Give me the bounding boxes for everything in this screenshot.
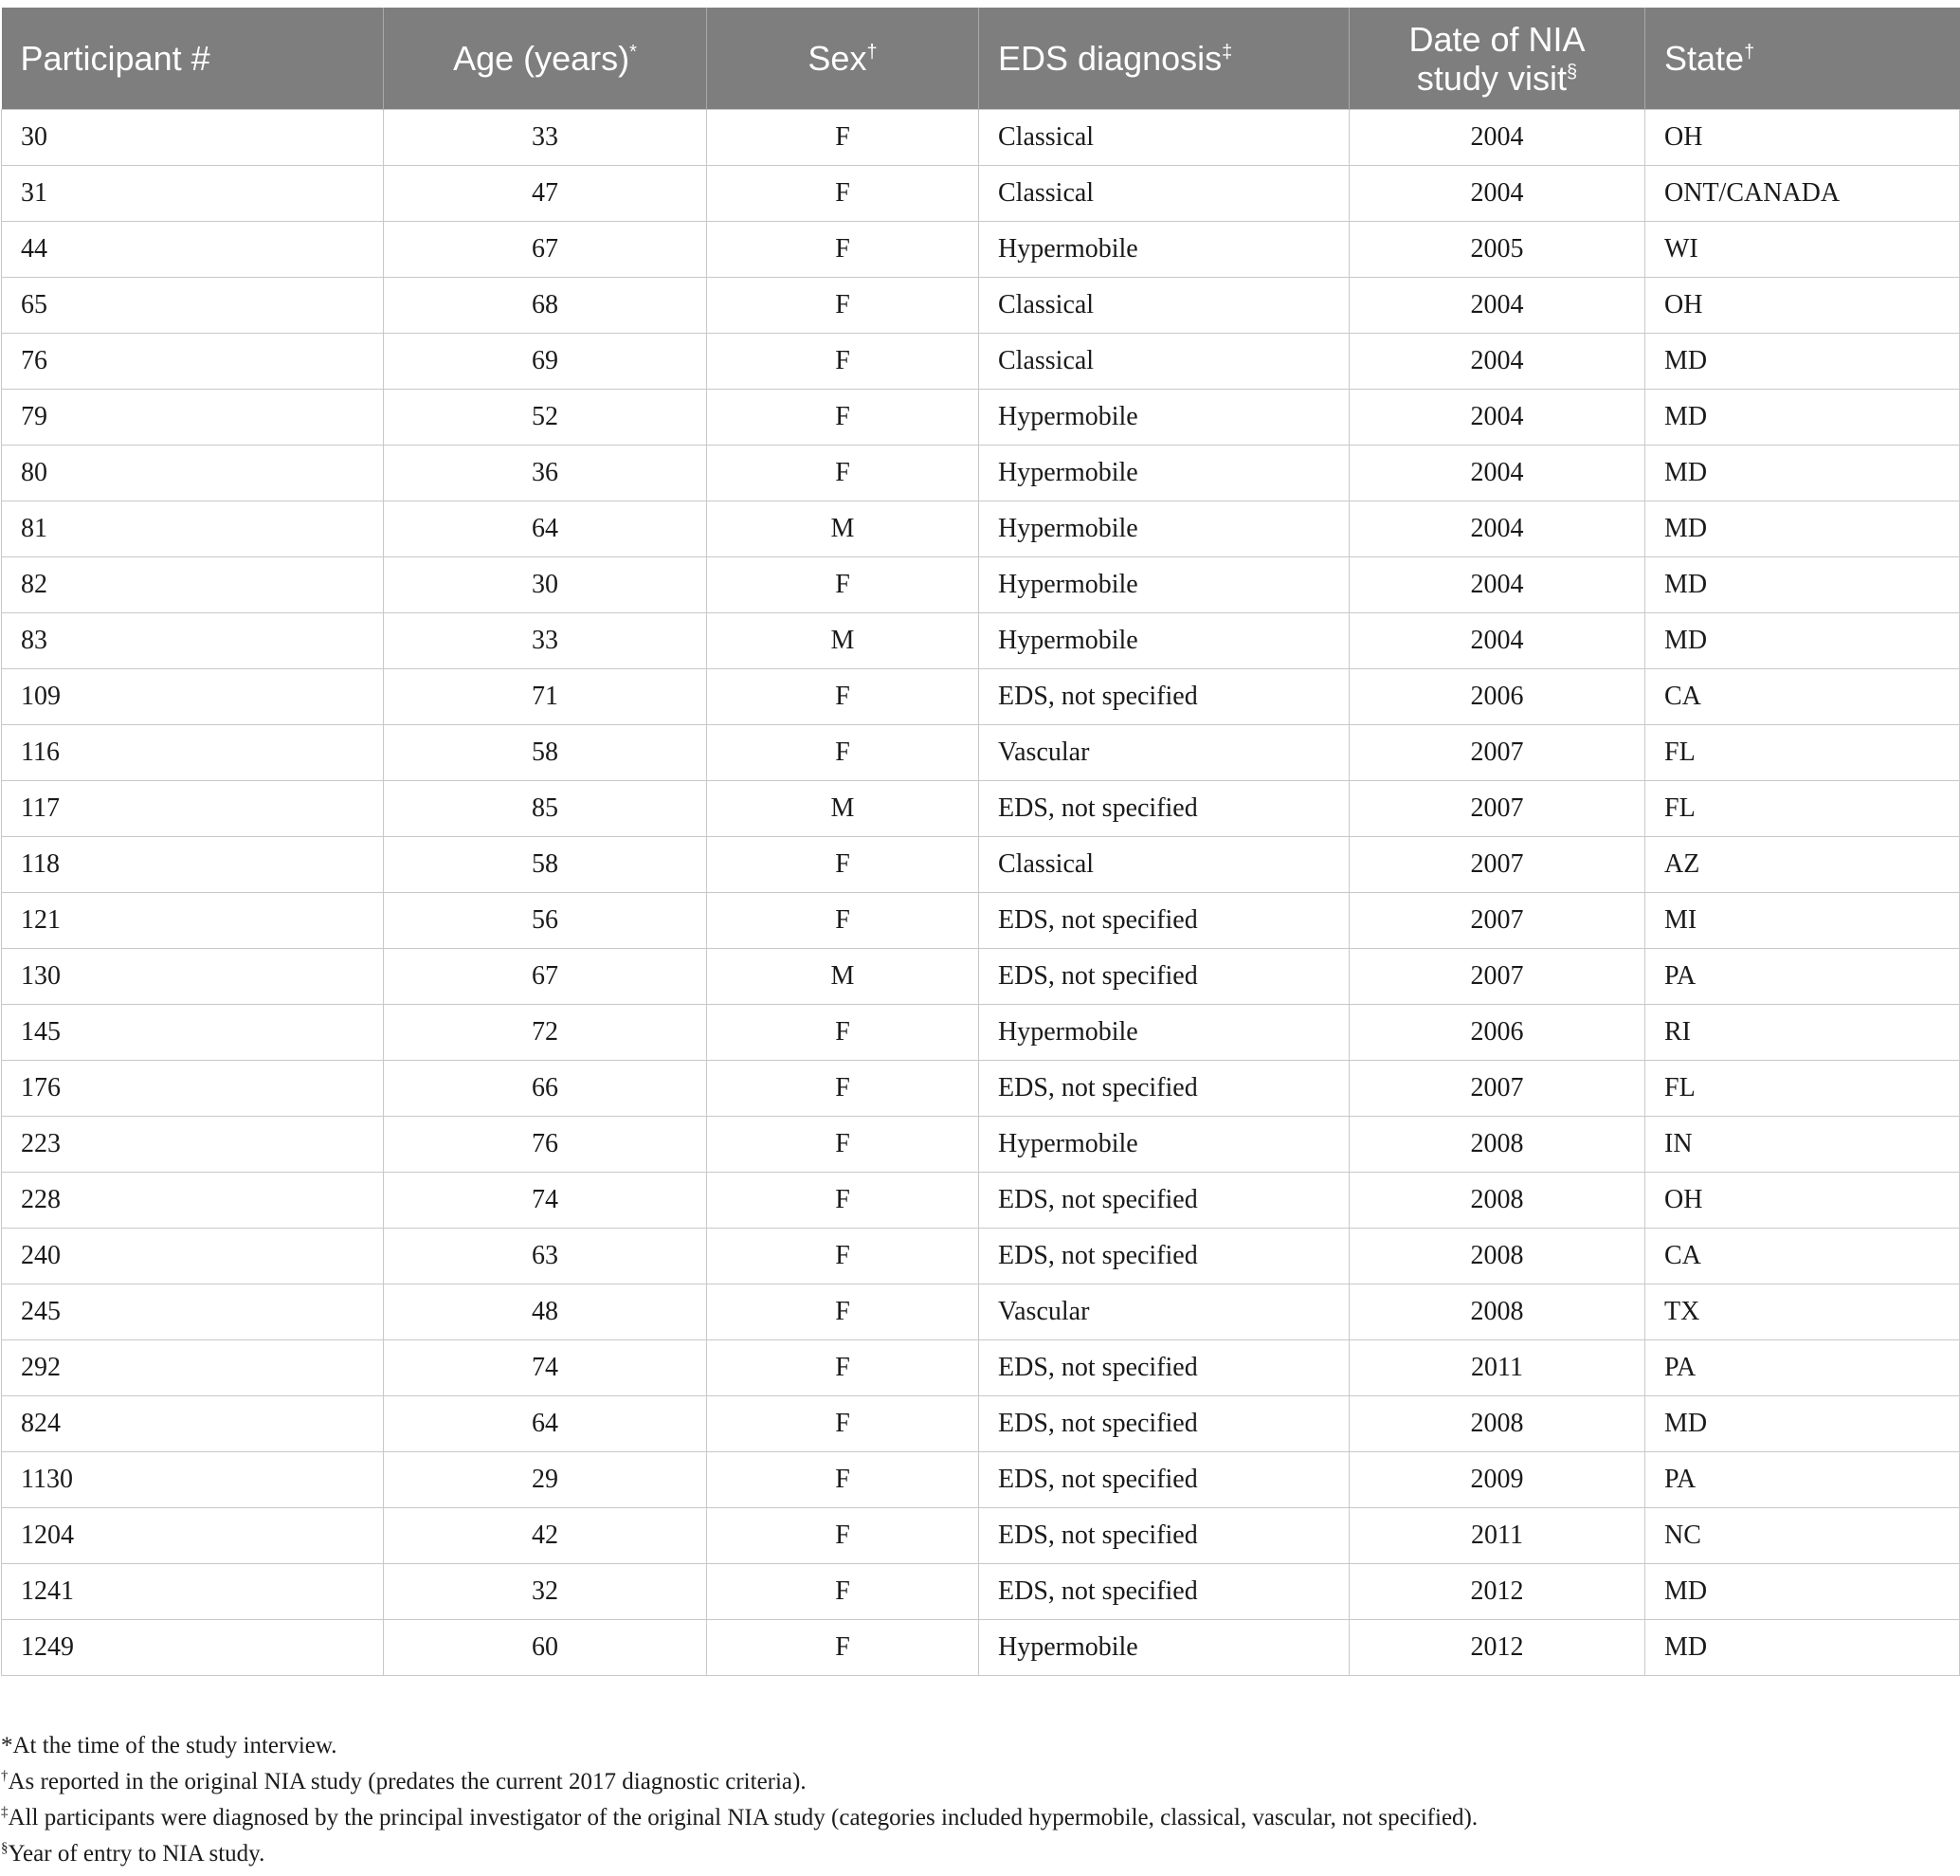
visit-year-cell: 2007	[1350, 949, 1645, 1005]
age-cell: 42	[384, 1508, 707, 1564]
diagnosis-cell: Hypermobile	[979, 1620, 1350, 1676]
participant-cell: 1204	[2, 1508, 384, 1564]
sex-cell: F	[707, 278, 979, 334]
sex-cell: F	[707, 1396, 979, 1452]
participant-cell: 176	[2, 1061, 384, 1117]
age-cell: 68	[384, 278, 707, 334]
sex-cell: F	[707, 837, 979, 893]
state-cell: MD	[1645, 501, 1960, 557]
participant-cell: 83	[2, 613, 384, 669]
participant-cell: 824	[2, 1396, 384, 1452]
table-header-row	[2, 8, 1960, 110]
table-row	[2, 1117, 1960, 1173]
state-cell: OH	[1645, 110, 1960, 166]
sex-cell: F	[707, 334, 979, 390]
age-cell: 32	[384, 1564, 707, 1620]
diagnosis-cell: EDS, not specified	[979, 1173, 1350, 1229]
age-cell: 52	[384, 390, 707, 446]
state-cell: AZ	[1645, 837, 1960, 893]
table-row	[2, 390, 1960, 446]
table-row	[2, 725, 1960, 781]
age-cell: 71	[384, 669, 707, 725]
footnote-mark: §	[1, 1840, 9, 1856]
footnote-mark: ‡	[1, 1804, 9, 1820]
header-age: Age (years)*	[384, 8, 707, 110]
table-body	[2, 110, 1960, 1676]
age-cell: 48	[384, 1284, 707, 1340]
sex-cell: F	[707, 1620, 979, 1676]
table-row	[2, 110, 1960, 166]
state-cell: PA	[1645, 1452, 1960, 1508]
state-cell: CA	[1645, 669, 1960, 725]
sex-cell: F	[707, 222, 979, 278]
diagnosis-cell: Classical	[979, 166, 1350, 222]
age-cell: 33	[384, 613, 707, 669]
age-cell: 64	[384, 501, 707, 557]
state-cell: IN	[1645, 1117, 1960, 1173]
footnote	[1, 1836, 1478, 1872]
diagnosis-cell: Classical	[979, 110, 1350, 166]
visit-year-cell: 2008	[1350, 1173, 1645, 1229]
visit-year-cell: 2011	[1350, 1340, 1645, 1396]
visit-year-cell: 2005	[1350, 222, 1645, 278]
visit-year-cell: 2009	[1350, 1452, 1645, 1508]
diagnosis-cell: Hypermobile	[979, 557, 1350, 613]
table-row	[2, 949, 1960, 1005]
sex-cell: M	[707, 949, 979, 1005]
diagnosis-cell: EDS, not specified	[979, 893, 1350, 949]
sex-cell: F	[707, 725, 979, 781]
footnote	[1, 1800, 1478, 1836]
state-cell: OH	[1645, 1173, 1960, 1229]
diagnosis-cell: Hypermobile	[979, 501, 1350, 557]
participant-cell: 118	[2, 837, 384, 893]
diagnosis-cell: EDS, not specified	[979, 1508, 1350, 1564]
participant-cell: 65	[2, 278, 384, 334]
state-cell: FL	[1645, 725, 1960, 781]
state-cell: MD	[1645, 557, 1960, 613]
sex-cell: F	[707, 1508, 979, 1564]
sex-cell: M	[707, 613, 979, 669]
sex-cell: F	[707, 1284, 979, 1340]
diagnosis-cell: Hypermobile	[979, 222, 1350, 278]
state-cell: FL	[1645, 1061, 1960, 1117]
state-cell: MD	[1645, 446, 1960, 501]
visit-year-cell: 2008	[1350, 1284, 1645, 1340]
age-cell: 76	[384, 1117, 707, 1173]
diagnosis-cell: Hypermobile	[979, 1005, 1350, 1061]
table-row	[2, 1005, 1960, 1061]
table-row	[2, 669, 1960, 725]
age-cell: 74	[384, 1340, 707, 1396]
visit-year-cell: 2004	[1350, 334, 1645, 390]
age-cell: 56	[384, 893, 707, 949]
participant-cell: 80	[2, 446, 384, 501]
age-cell: 58	[384, 725, 707, 781]
table-row	[2, 1173, 1960, 1229]
table-row	[2, 446, 1960, 501]
sex-cell: F	[707, 1340, 979, 1396]
diagnosis-cell: Vascular	[979, 1284, 1350, 1340]
footnote-text: All participants were diagnosed by the principal investigator of the original NIA study (categories included hypermobile, classical, vascular, not specified).	[8, 1805, 1479, 1830]
table-row	[2, 1340, 1960, 1396]
participant-cell: 1241	[2, 1564, 384, 1620]
participant-cell: 240	[2, 1229, 384, 1284]
participant-cell: 82	[2, 557, 384, 613]
visit-year-cell: 2007	[1350, 781, 1645, 837]
table-row	[2, 334, 1960, 390]
diagnosis-cell: EDS, not specified	[979, 1396, 1350, 1452]
visit-year-cell: 2004	[1350, 557, 1645, 613]
age-cell: 63	[384, 1229, 707, 1284]
participant-cell: 1130	[2, 1452, 384, 1508]
visit-year-cell: 2012	[1350, 1564, 1645, 1620]
sex-cell: F	[707, 1005, 979, 1061]
visit-year-cell: 2006	[1350, 1005, 1645, 1061]
age-cell: 66	[384, 1061, 707, 1117]
state-cell: MD	[1645, 1396, 1960, 1452]
sex-cell: F	[707, 166, 979, 222]
participant-cell: 245	[2, 1284, 384, 1340]
visit-year-cell: 2004	[1350, 166, 1645, 222]
visit-year-cell: 2004	[1350, 446, 1645, 501]
age-cell: 33	[384, 110, 707, 166]
table-row	[2, 1508, 1960, 1564]
participant-cell: 30	[2, 110, 384, 166]
visit-year-cell: 2012	[1350, 1620, 1645, 1676]
age-cell: 47	[384, 166, 707, 222]
header-eds-diagnosis: EDS diagnosis‡	[979, 8, 1350, 110]
sex-cell: M	[707, 781, 979, 837]
age-cell: 67	[384, 949, 707, 1005]
participant-cell: 109	[2, 669, 384, 725]
state-cell: MD	[1645, 613, 1960, 669]
participant-cell: 76	[2, 334, 384, 390]
participant-cell: 292	[2, 1340, 384, 1396]
visit-year-cell: 2004	[1350, 390, 1645, 446]
table-row	[2, 278, 1960, 334]
diagnosis-cell: EDS, not specified	[979, 1340, 1350, 1396]
participant-table	[1, 8, 1960, 1676]
sex-cell: F	[707, 1061, 979, 1117]
visit-year-cell: 2006	[1350, 669, 1645, 725]
state-cell: WI	[1645, 222, 1960, 278]
participant-cell: 44	[2, 222, 384, 278]
sex-cell: F	[707, 1229, 979, 1284]
state-cell: RI	[1645, 1005, 1960, 1061]
state-cell: MD	[1645, 1564, 1960, 1620]
header-date-of-visit: Date of NIA study visit§	[1350, 8, 1645, 110]
state-cell: FL	[1645, 781, 1960, 837]
table-row	[2, 166, 1960, 222]
diagnosis-cell: EDS, not specified	[979, 669, 1350, 725]
footnote	[1, 1728, 1478, 1764]
visit-year-cell: 2007	[1350, 1061, 1645, 1117]
table-row	[2, 1061, 1960, 1117]
table-row	[2, 893, 1960, 949]
age-cell: 67	[384, 222, 707, 278]
age-cell: 85	[384, 781, 707, 837]
participant-cell: 81	[2, 501, 384, 557]
visit-year-cell: 2007	[1350, 725, 1645, 781]
diagnosis-cell: Hypermobile	[979, 613, 1350, 669]
table-row	[2, 1229, 1960, 1284]
diagnosis-cell: Classical	[979, 278, 1350, 334]
diagnosis-cell: EDS, not specified	[979, 1229, 1350, 1284]
footnote-mark: †	[1, 1768, 9, 1784]
table-row	[2, 613, 1960, 669]
state-cell: MD	[1645, 334, 1960, 390]
age-cell: 69	[384, 334, 707, 390]
state-cell: OH	[1645, 278, 1960, 334]
table-row	[2, 837, 1960, 893]
footnote-text: As reported in the original NIA study (predates the current 2017 diagnostic criteria).	[8, 1769, 807, 1794]
table-row	[2, 1284, 1960, 1340]
diagnosis-cell: Vascular	[979, 725, 1350, 781]
sex-cell: F	[707, 1117, 979, 1173]
state-cell: ONT/CANADA	[1645, 166, 1960, 222]
state-cell: MD	[1645, 390, 1960, 446]
participant-cell: 145	[2, 1005, 384, 1061]
sex-cell: F	[707, 893, 979, 949]
diagnosis-cell: Classical	[979, 334, 1350, 390]
footnote	[1, 1764, 1478, 1800]
diagnosis-cell: Hypermobile	[979, 1117, 1350, 1173]
age-cell: 64	[384, 1396, 707, 1452]
table-row	[2, 1452, 1960, 1508]
state-cell: MI	[1645, 893, 1960, 949]
header-sex: Sex†	[707, 8, 979, 110]
visit-year-cell: 2008	[1350, 1117, 1645, 1173]
participant-table-container	[1, 8, 1959, 1676]
diagnosis-cell: EDS, not specified	[979, 1061, 1350, 1117]
diagnosis-cell: Hypermobile	[979, 390, 1350, 446]
age-cell: 29	[384, 1452, 707, 1508]
state-cell: NC	[1645, 1508, 1960, 1564]
diagnosis-cell: Hypermobile	[979, 446, 1350, 501]
visit-year-cell: 2004	[1350, 278, 1645, 334]
participant-cell: 31	[2, 166, 384, 222]
state-cell: CA	[1645, 1229, 1960, 1284]
table-row	[2, 222, 1960, 278]
sex-cell: F	[707, 1452, 979, 1508]
sex-cell: M	[707, 501, 979, 557]
sex-cell: F	[707, 669, 979, 725]
age-cell: 36	[384, 446, 707, 501]
participant-cell: 1249	[2, 1620, 384, 1676]
sex-cell: F	[707, 390, 979, 446]
visit-year-cell: 2004	[1350, 110, 1645, 166]
table-row	[2, 501, 1960, 557]
age-cell: 72	[384, 1005, 707, 1061]
table-row	[2, 781, 1960, 837]
visit-year-cell: 2007	[1350, 893, 1645, 949]
visit-year-cell: 2008	[1350, 1229, 1645, 1284]
header-state: State†	[1645, 8, 1960, 110]
diagnosis-cell: Classical	[979, 837, 1350, 893]
footnote-mark: *	[1, 1733, 13, 1758]
participant-cell: 121	[2, 893, 384, 949]
diagnosis-cell: EDS, not specified	[979, 1564, 1350, 1620]
participant-cell: 223	[2, 1117, 384, 1173]
visit-year-cell: 2007	[1350, 837, 1645, 893]
sex-cell: F	[707, 446, 979, 501]
footnotes	[1, 1728, 1478, 1872]
visit-year-cell: 2004	[1350, 501, 1645, 557]
visit-year-cell: 2004	[1350, 613, 1645, 669]
state-cell: TX	[1645, 1284, 1960, 1340]
header-participant: Participant #	[2, 8, 384, 110]
participant-cell: 228	[2, 1173, 384, 1229]
age-cell: 58	[384, 837, 707, 893]
sex-cell: F	[707, 1173, 979, 1229]
sex-cell: F	[707, 1564, 979, 1620]
visit-year-cell: 2011	[1350, 1508, 1645, 1564]
footnote-text: Year of entry to NIA study.	[8, 1841, 265, 1867]
state-cell: PA	[1645, 1340, 1960, 1396]
sex-cell: F	[707, 557, 979, 613]
sex-cell: F	[707, 110, 979, 166]
diagnosis-cell: EDS, not specified	[979, 949, 1350, 1005]
age-cell: 60	[384, 1620, 707, 1676]
participant-cell: 130	[2, 949, 384, 1005]
participant-cell: 116	[2, 725, 384, 781]
visit-year-cell: 2008	[1350, 1396, 1645, 1452]
participant-cell: 117	[2, 781, 384, 837]
age-cell: 30	[384, 557, 707, 613]
age-cell: 74	[384, 1173, 707, 1229]
state-cell: PA	[1645, 949, 1960, 1005]
table-row	[2, 1564, 1960, 1620]
diagnosis-cell: EDS, not specified	[979, 1452, 1350, 1508]
diagnosis-cell: EDS, not specified	[979, 781, 1350, 837]
table-row	[2, 1620, 1960, 1676]
table-row	[2, 557, 1960, 613]
table-row	[2, 1396, 1960, 1452]
participant-cell: 79	[2, 390, 384, 446]
footnote-text: At the time of the study interview.	[12, 1733, 337, 1758]
state-cell: MD	[1645, 1620, 1960, 1676]
